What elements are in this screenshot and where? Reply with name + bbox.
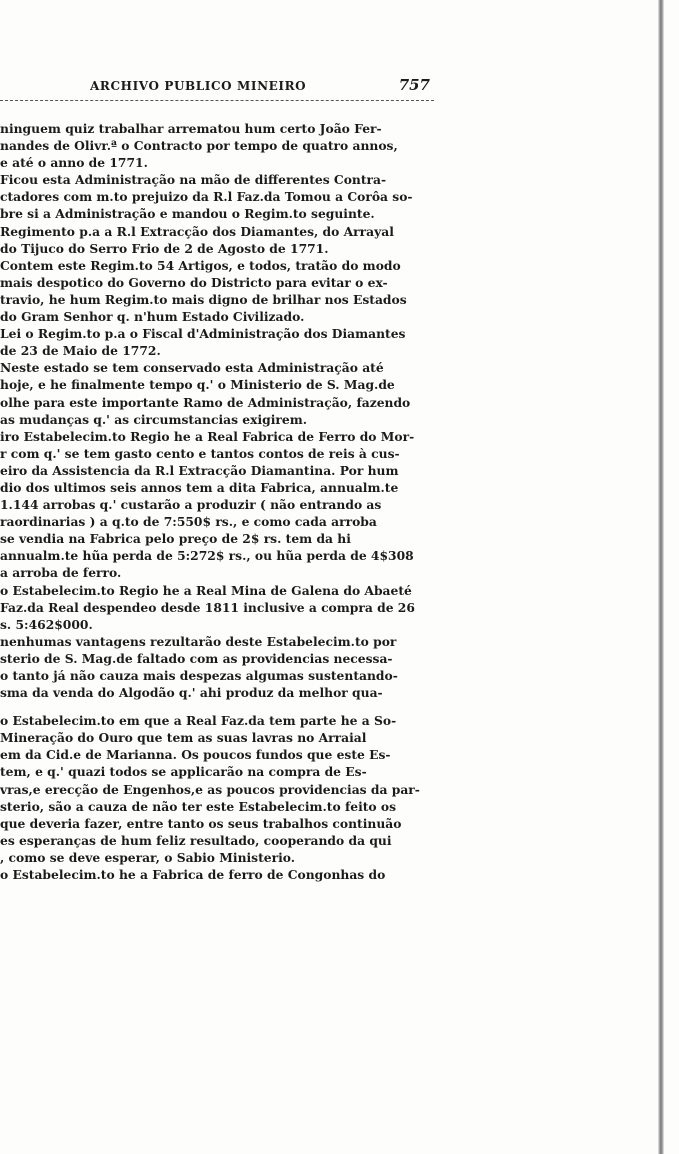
text-line: ninguem quiz trabalhar arrematou hum certo João Fer-	[0, 121, 382, 136]
text-line: eiro da Assistencia da R.l Extracção Diamantina. Por hum	[0, 462, 399, 478]
text-line: annualm.te hũa perda de 5:272$ rs., ou hũa perda de 4$308	[0, 548, 414, 564]
running-title: ARCHIVO PUBLICO MINEIRO	[90, 79, 307, 93]
text-line: travio, he hum Regim.to mais digno de brilhar nos Estados	[0, 291, 407, 307]
text-line: hoje, e he finalmente tempo q.' o Ministerio de S. Mag.de	[0, 377, 395, 393]
text-line: olhe para este importante Ramo de Administração, fazendo	[0, 394, 411, 410]
text-line: Neste estado se tem conservado esta Administração até	[0, 360, 384, 376]
text-line: o Estabelecim.to em que a Real Faz.da tem parte he a So-	[0, 713, 397, 729]
text-line: vras,e erecção de Engenhos,e as poucos providencias da par-	[0, 781, 420, 797]
text-line: es esperanças de hum feliz resultado, cooperando da qui	[0, 832, 392, 848]
text-line: dio dos ultimos seis annos tem a dita Fabrica, annualm.te	[0, 479, 399, 495]
text-line: Regimento p.a a R.l Extracção dos Diamantes, do Arrayal	[0, 223, 394, 239]
text-line: Mineração do Ouro que tem as suas lavras no Arraial	[0, 730, 367, 746]
text-line: de 23 de Maio de 1772.	[0, 343, 161, 359]
text-line: nandes de Olivr.ª o Contracto por tempo de quatro annos,	[0, 138, 398, 154]
text-line: iro Estabelecim.to Regio he a Real Fabrica de Ferro do Mor-	[0, 428, 415, 444]
text-line: se vendia na Fabrica pelo preço de 2$ rs. tem da hi	[0, 531, 351, 547]
text-line: Faz.da Real despendeo desde 1811 inclusive a compra de 26	[0, 599, 415, 615]
page-number: 757	[398, 76, 430, 94]
page-header	[4, 76, 434, 100]
text-line: do Gram Senhor q. n'hum Estado Civilizado.	[0, 309, 305, 325]
text-line: o tanto já não cauza mais despezas algumas sustentando-	[0, 668, 398, 683]
text-line: a arroba de ferro.	[0, 565, 122, 581]
paragraph-gap	[0, 701, 434, 712]
text-line: Contem este Regim.to 54 Artigos, e todos, tratão do modo	[0, 257, 401, 273]
text-line: sterio, são a cauza de não ter este Estabelecim.to feito os	[0, 798, 397, 814]
text-line: sterio de S. Mag.de faltado com as providencias necessa-	[0, 650, 393, 666]
header-rule	[0, 100, 434, 101]
text-line: mais despotico do Governo do Districto para evitar o ex-	[0, 274, 388, 290]
book-gutter	[658, 0, 664, 1154]
text-line: bre si a Administração e mandou o Regim.to seguinte.	[0, 206, 375, 222]
text-line: ctadores com m.to prejuizo da R.l Faz.da Tomou a Corôa so-	[0, 189, 413, 205]
text-line: em da Cid.e de Marianna. Os poucos fundos que este Es-	[0, 747, 391, 763]
text-line: do Tijuco do Serro Frio de 2 de Agosto de 1771.	[0, 240, 329, 256]
body-text	[0, 120, 434, 883]
text-line: nenhumas vantagens rezultarão deste Estabelecim.to por	[0, 633, 397, 649]
text-line: tem, e q.' quazi todos se applicarão na compra de Es-	[0, 764, 367, 780]
text-line: o Estabelecim.to Regio he a Real Mina de Galena do Abaeté	[0, 582, 412, 598]
text-line: raordinarias ) a q.to de 7:550$ rs., e como cada arroba	[0, 514, 377, 530]
text-line: Ficou esta Administração na mão de differentes Contra-	[0, 172, 387, 188]
text-line: , como se deve esperar, o Sabio Ministerio.	[0, 849, 296, 865]
text-line: o Estabelecim.to he a Fabrica de ferro de Congonhas do	[0, 867, 386, 883]
text-line: que deveria fazer, entre tanto os seus trabalhos continuão	[0, 815, 402, 831]
text-line: Lei o Regim.to p.a o Fiscal d'Administração dos Diamantes	[0, 326, 406, 342]
text-line: e até o anno de 1771.	[0, 155, 148, 171]
text-line: s. 5:462$000.	[0, 616, 93, 632]
text-line: 1.144 arrobas q.' custarão a produzir ( não entrando as	[0, 497, 382, 513]
text-line: r com q.' se tem gasto cento e tantos contos de reis à cus-	[0, 445, 400, 461]
text-line: as mudanças q.' as circumstancias exigirem.	[0, 411, 307, 427]
text-line: sma da venda do Algodão q.' ahi produz da melhor qua-	[0, 685, 383, 701]
